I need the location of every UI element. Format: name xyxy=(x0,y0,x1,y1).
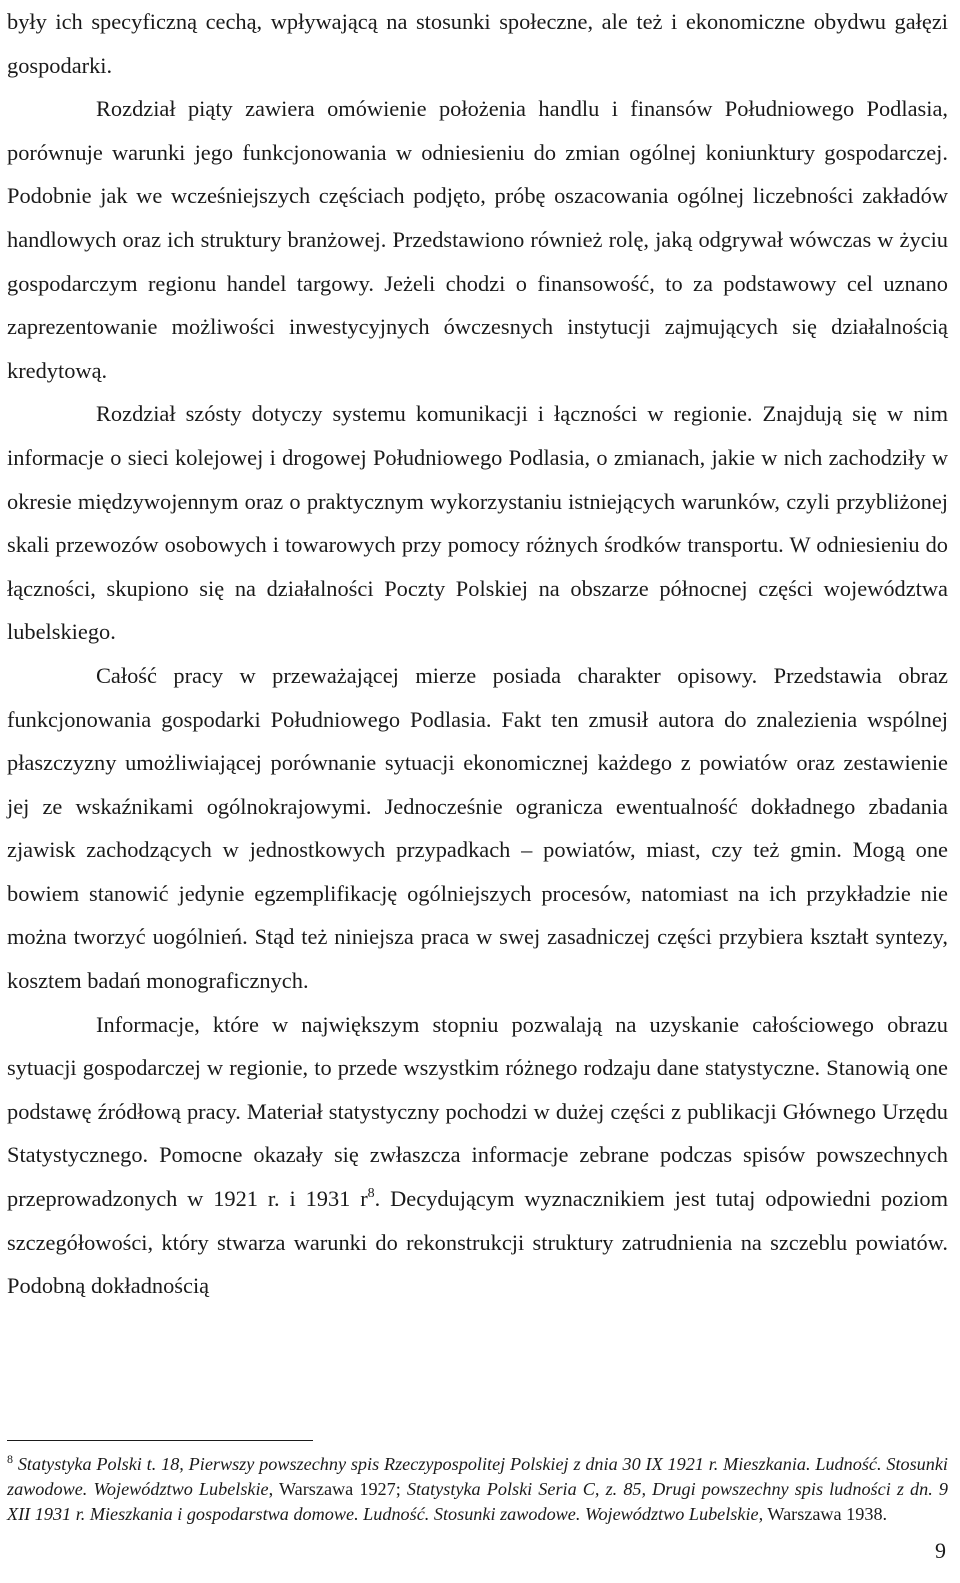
paragraph-5 xyxy=(7,1003,948,1308)
footnote-reference[interactable]: 8 xyxy=(367,1186,375,1202)
paragraph-5-text-before: Informacje, które w największym stopniu pozwalają na uzyskanie całościowego obrazu sytuacji gospodarczej w regionie, to przede wszystkim różnego rodzaju dane statystyczne. Stanowią one podstawę źródłową pracy. Materiał statystyczny pochodzi w dużej części z publikacji Głównego Urzędu Statystycznego. Pomocne okazały się zwłaszcza informacje zebrane podczas spisów powszechnych przeprowadzonych w 1921 r. i 1931 r xyxy=(7,1011,948,1212)
footnote-source-1-place: , Warszawa 1927; xyxy=(268,1479,407,1499)
main-text xyxy=(7,0,948,1308)
footnote-source-1-title: Statystyka Polski t. 18, Pierwszy powszechny spis Rzeczypospolitej Polskiej z dnia 30 IX 1921 r. Mieszkania. Ludność. Stosunki zawodowe. Województwo Lubelskie xyxy=(7,1454,948,1499)
footnote-number: 8 xyxy=(7,1452,13,1466)
page-number: 9 xyxy=(935,1538,946,1563)
footnote-8 xyxy=(7,1452,948,1527)
footnote-source-2-place: Warszawa 1938. xyxy=(763,1504,888,1524)
page-body xyxy=(7,0,948,1308)
footnote-separator xyxy=(7,1440,313,1441)
paragraph-4: Całość pracy w przeważającej mierze posiada charakter opisowy. Przedstawia obraz funkcjonowania gospodarki Południowego Podlasia. Fakt ten zmusił autora do znalezienia wspólnej płaszczyzny umożliwiającej porównanie sytuacji ekonomicznej każdego z powiatów oraz zestawienie jej ze wskaźnikami ogólnokrajowymi. Jednocześnie ogranicza ewentualność dokładnego zbadania zjawisk zachodzących w jednostkowych przypadkach – powiatów, miast, czy też gmin. Mogą one bowiem stanowić jedynie egzemplifikację ogólniejszych procesów, natomiast na ich przykładzie nie można tworzyć uogólnień. Stąd też niniejsza praca w swej zasadniczej części przybiera kształt syntezy, kosztem badań monograficznych. xyxy=(7,662,948,994)
footnote-source-2-title: Statystyka Polski Seria C, z. 85, Drugi powszechny spis ludności z dn. 9 XII 1931 r. Mieszkania i gospodarstwa domowe. Ludność. Stosunki zawodowe. Województwo Lubelskie, xyxy=(7,1479,948,1524)
paragraph-5-text-after: . Decydującym wyznacznikiem jest tutaj odpowiedni poziom szczegółowości, który stwarza warunki do rekonstrukcji struktury zatrudnienia na szczeblu powiatów. Podobną dokładnością xyxy=(7,1186,948,1299)
paragraph-1: były ich specyficzną cechą, wpływającą na stosunki społeczne, ale też i ekonomiczne obydwu gałęzi gospodarki. xyxy=(7,9,948,78)
paragraph-3: Rozdział szósty dotyczy systemu komunikacji i łączności w regionie. Znajdują się w nim informacje o sieci kolejowej i drogowej Południowego Podlasia, o zmianach, jakie w nich zachodziły w okresie międzywojennym oraz o praktycznym wykorzystaniu istniejących warunków, czyli przybliżonej skali przewozów osobowych i towarowych przy pomocy różnych środków transportu. W odniesieniu do łączności, skupiono się na działalności Poczty Polskiej na obszarze północnej części województwa lubelskiego. xyxy=(7,401,948,645)
paragraph-2: Rozdział piąty zawiera omówienie położenia handlu i finansów Południowego Podlasia, porównuje warunki jego funkcjonowania w odniesieniu do zmian ogólnej koniunktury gospodarczej. Podobnie jak we wcześniejszych częściach podjęto, próbę oszacowania ogólnej liczebności zakładów handlowych oraz ich struktury branżowej. Przedstawiono również rolę, jaką odgrywał wówczas w życiu gospodarczym regionu handel targowy. Jeżeli chodzi o finansowość, to za podstawowy cel uznano zaprezentowanie możliwości inwestycyjnych ówczesnych instytucji zajmujących się działalnością kredytową. xyxy=(7,96,948,383)
